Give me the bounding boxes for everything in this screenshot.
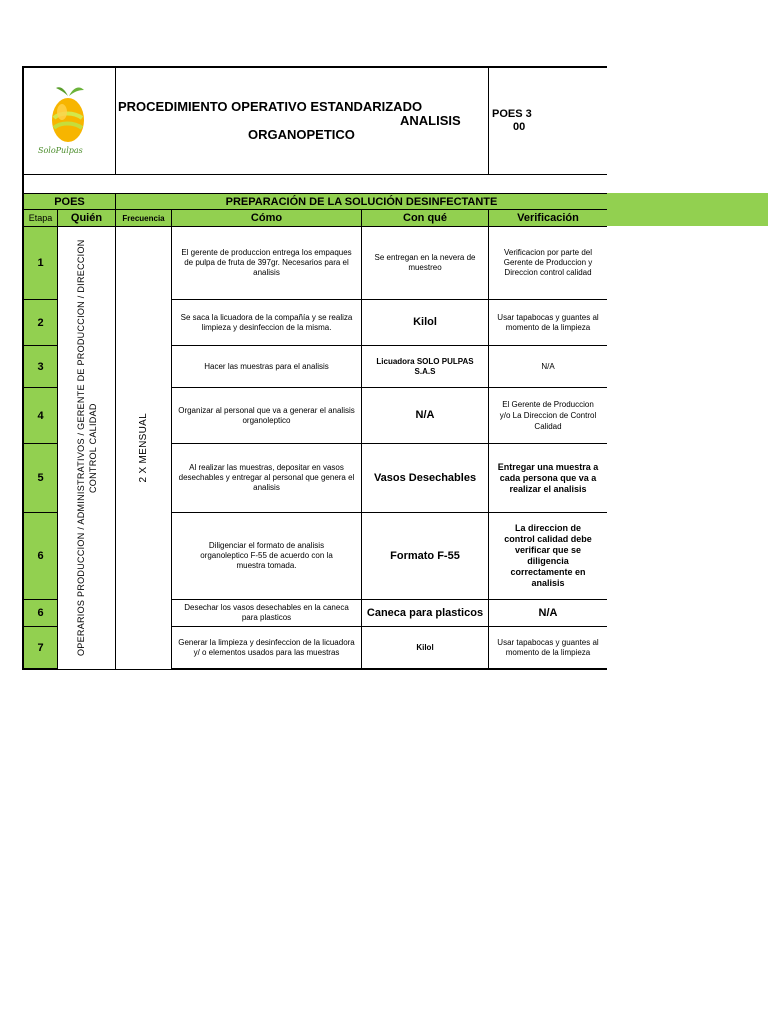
- etapa-cell: 1: [22, 226, 58, 300]
- frecuencia-value: 2 X MENSUAL: [137, 413, 149, 483]
- con-que-cell: Vasos Desechables: [361, 443, 489, 513]
- column-header-frecuencia: Frecuencia: [115, 209, 172, 227]
- frecuencia-cell: [115, 226, 172, 670]
- quien-cell: [57, 226, 116, 670]
- document-title-analisis: ANALISIS: [400, 113, 461, 128]
- verificacion-cell: Entregar una muestra a cada persona que va a realizar el analisis: [488, 443, 607, 513]
- header-code-cell: [488, 66, 607, 175]
- etapa-cell: 2: [22, 299, 58, 346]
- verificacion-cell: El Gerente de Produccion y/o La Direccion de Control Calidad: [488, 387, 607, 444]
- etapa-cell: 3: [22, 345, 58, 388]
- document-title-organopetico: ORGANOPETICO: [248, 127, 355, 142]
- column-header-etapa: Etapa: [22, 209, 58, 227]
- poes-label: POES: [22, 193, 116, 210]
- spacer-row: [22, 174, 607, 194]
- document-version: 00: [513, 121, 526, 133]
- header-title-cell: [115, 66, 489, 175]
- como-cell: Se saca la licuadora de la compañía y se realiza limpieza y desinfeccion de la misma.: [171, 299, 362, 346]
- column-header-quien: Quién: [57, 209, 116, 227]
- con-que-cell: Caneca para plasticos: [361, 599, 489, 627]
- como-cell: Al realizar las muestras, depositar en vasos desechables y entregar al personal que genera el analisis: [171, 443, 362, 513]
- como-cell: Diligenciar el formato de analisis organoleptico F-55 de acuerdo con la muestra tomada.: [171, 512, 362, 600]
- column-header-como: Cómo: [171, 209, 362, 227]
- verificacion-cell: Usar tapabocas y guantes al momento de la limpieza: [488, 626, 607, 670]
- logo-text: SoloPulpas: [38, 146, 83, 155]
- etapa-cell: 6: [22, 599, 58, 627]
- con-que-cell: Se entregan en la nevera de muestreo: [361, 226, 489, 300]
- con-que-cell: Formato F-55: [361, 512, 489, 600]
- como-cell: Generar la limpieza y desinfeccion de la licuadora y/ o elementos usados para las muestras: [171, 626, 362, 670]
- como-cell: Organizar al personal que va a generar el analisis organoleptico: [171, 387, 362, 444]
- verificacion-cell: Usar tapabocas y guantes al momento de la limpieza: [488, 299, 607, 346]
- column-header-con-que: Con qué: [361, 209, 489, 227]
- con-que-cell: N/A: [361, 387, 489, 444]
- como-cell: El gerente de produccion entrega los empaques de pulpa de fruta de 397gr. Necesarios para el analisis: [171, 226, 362, 300]
- como-cell: Desechar los vasos desechables en la caneca para plasticos: [171, 599, 362, 627]
- etapa-cell: 6: [22, 512, 58, 600]
- column-header-verificacion: Verificación: [488, 209, 607, 227]
- section-title: PREPARACIÓN DE LA SOLUCIÓN DESINFECTANTE: [115, 193, 607, 210]
- con-que-cell: Kilol: [361, 299, 489, 346]
- verificacion-cell: N/A: [488, 345, 607, 388]
- quien-value: OPERARIOS PRODUCCION / ADMINISTRATIVOS / GERENTE DE PRODUCCION / DIRECCION CONTROL CALIDAD: [75, 239, 98, 657]
- etapa-cell: 5: [22, 443, 58, 513]
- etapa-cell: 7: [22, 626, 58, 670]
- document-code: POES 3: [492, 108, 532, 120]
- con-que-cell: Licuadora SOLO PULPAS S.A.S: [361, 345, 489, 388]
- verificacion-cell: N/A: [488, 599, 607, 627]
- etapa-cell: 4: [22, 387, 58, 444]
- como-cell: Hacer las muestras para el analisis: [171, 345, 362, 388]
- header-logo-cell: [22, 66, 116, 175]
- document-title: PROCEDIMIENTO OPERATIVO ESTANDARIZADO: [118, 99, 423, 114]
- verificacion-cell: La direccion de control calidad debe verificar que se diligencia correctamente en analisis: [488, 512, 607, 600]
- con-que-cell: Kilol: [361, 626, 489, 670]
- verificacion-cell: Verificacion por parte del Gerente de Produccion y Direccion control calidad: [488, 226, 607, 300]
